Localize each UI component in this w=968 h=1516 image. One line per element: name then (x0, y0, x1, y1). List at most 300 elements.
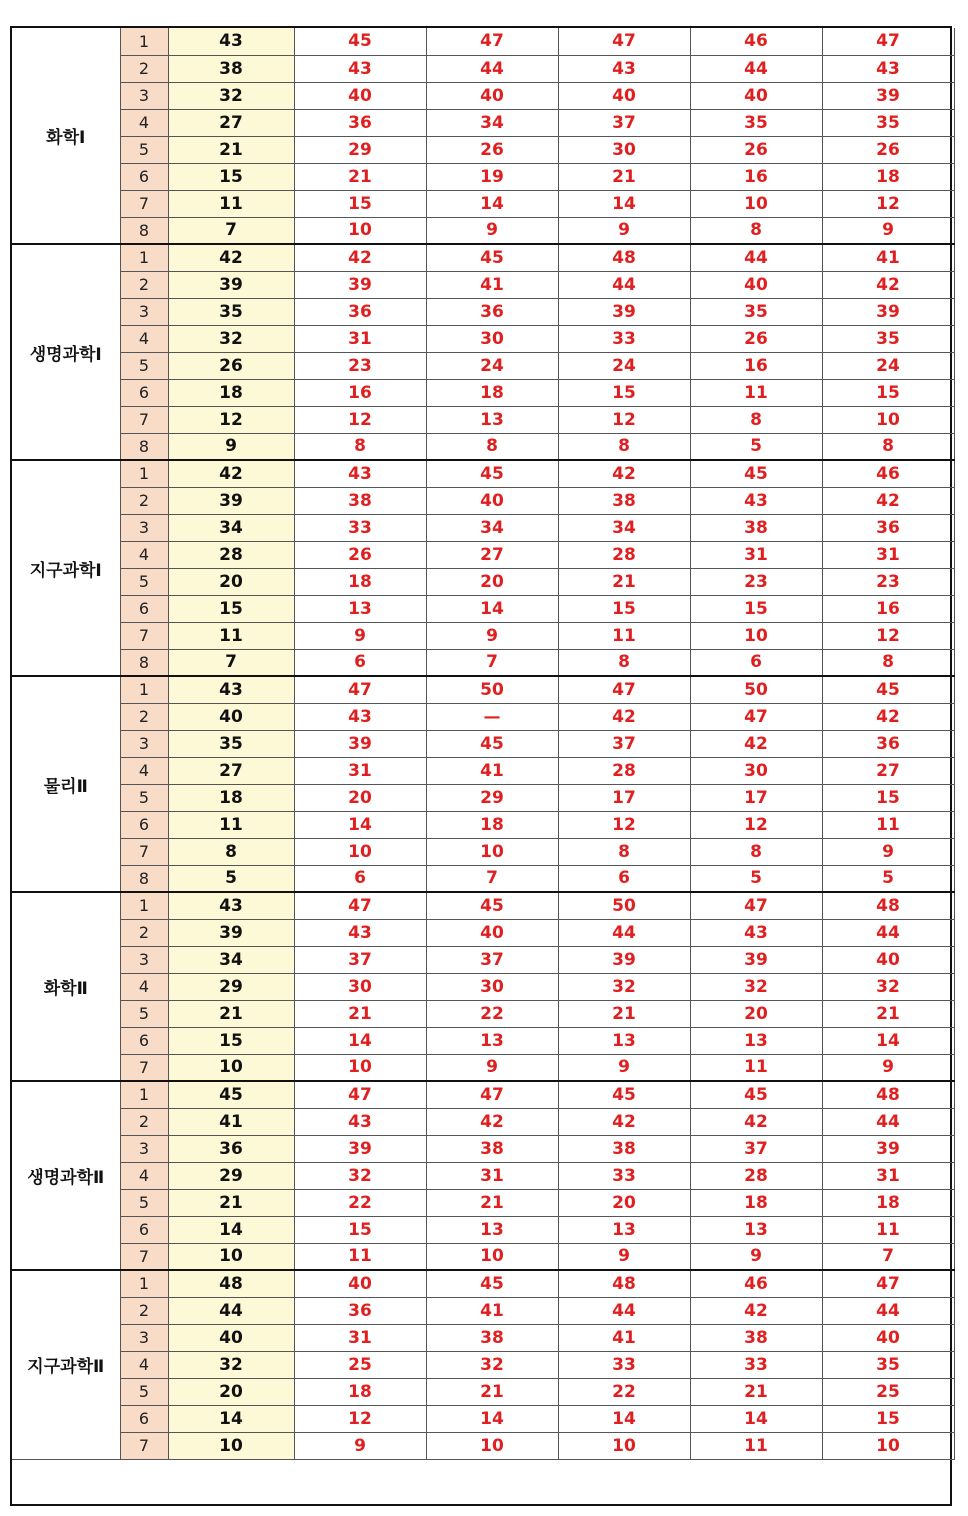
value-cell: 7 (426, 865, 558, 892)
grade-cell: 5 (120, 784, 168, 811)
value-cell: 29 (294, 136, 426, 163)
table-row (12, 1243, 954, 1270)
value-cell: 40 (690, 271, 822, 298)
cutoff-cell: 35 (168, 730, 294, 757)
cutoff-cell: 41 (168, 1108, 294, 1135)
grade-cell: 5 (120, 1189, 168, 1216)
value-cell: 10 (294, 838, 426, 865)
table-row (12, 838, 954, 865)
grade-cell: 2 (120, 703, 168, 730)
table-row (12, 1189, 954, 1216)
value-cell: 9 (426, 1054, 558, 1081)
value-cell: 24 (558, 352, 690, 379)
value-cell: 13 (558, 1216, 690, 1243)
cutoff-cell: 10 (168, 1432, 294, 1459)
value-cell: 21 (822, 1000, 954, 1027)
grade-cell: 2 (120, 487, 168, 514)
value-cell: 47 (294, 892, 426, 919)
value-cell: 11 (690, 1432, 822, 1459)
cutoff-cell: 7 (168, 649, 294, 676)
value-cell: 48 (558, 244, 690, 271)
value-cell: 47 (294, 1081, 426, 1108)
table-row (12, 352, 954, 379)
value-cell: 5 (690, 865, 822, 892)
cutoff-cell: 40 (168, 1324, 294, 1351)
value-cell: 13 (294, 595, 426, 622)
grade-cell: 3 (120, 1135, 168, 1162)
value-cell: 15 (822, 379, 954, 406)
table-row (12, 1162, 954, 1189)
cutoff-cell: 34 (168, 946, 294, 973)
value-cell: 26 (690, 136, 822, 163)
grade-cell: 7 (120, 622, 168, 649)
value-cell: 39 (822, 1135, 954, 1162)
value-cell: 32 (558, 973, 690, 1000)
value-cell: 41 (426, 1297, 558, 1324)
value-cell: 20 (690, 1000, 822, 1027)
grade-cell: 6 (120, 595, 168, 622)
value-cell: 18 (690, 1189, 822, 1216)
value-cell: 42 (558, 460, 690, 487)
grade-cell: 5 (120, 568, 168, 595)
value-cell: 44 (558, 1297, 690, 1324)
value-cell: 12 (558, 406, 690, 433)
value-cell: 44 (690, 244, 822, 271)
table-row (12, 55, 954, 82)
value-cell: 47 (426, 28, 558, 55)
table-row (12, 217, 954, 244)
value-cell: 45 (822, 676, 954, 703)
value-cell: 15 (558, 379, 690, 406)
value-cell: 38 (690, 1324, 822, 1351)
value-cell: 43 (294, 703, 426, 730)
value-cell: 14 (294, 1027, 426, 1054)
value-cell: 14 (690, 1405, 822, 1432)
grade-cell: 3 (120, 946, 168, 973)
value-cell: 7 (426, 649, 558, 676)
subject-label: 화학Ⅰ (12, 28, 120, 244)
grade-cell: 4 (120, 325, 168, 352)
table-row (12, 271, 954, 298)
value-cell: 13 (690, 1216, 822, 1243)
value-cell: 33 (558, 1162, 690, 1189)
cutoff-cell: 42 (168, 244, 294, 271)
cutoff-cell: 12 (168, 406, 294, 433)
table-row (12, 622, 954, 649)
value-cell: 23 (294, 352, 426, 379)
grade-cell: 7 (120, 406, 168, 433)
table-row (12, 784, 954, 811)
value-cell: 43 (690, 487, 822, 514)
value-cell: 9 (558, 1243, 690, 1270)
table-row (12, 1405, 954, 1432)
value-cell: 42 (294, 244, 426, 271)
value-cell: 39 (558, 946, 690, 973)
value-cell: 39 (558, 298, 690, 325)
cutoff-cell: 43 (168, 676, 294, 703)
value-cell: 9 (558, 217, 690, 244)
value-cell: 45 (426, 460, 558, 487)
value-cell: 42 (690, 730, 822, 757)
value-cell: 32 (294, 1162, 426, 1189)
value-cell: 38 (426, 1135, 558, 1162)
table-row (12, 1027, 954, 1054)
value-cell: 21 (294, 1000, 426, 1027)
value-cell: 30 (426, 325, 558, 352)
grade-cell: 1 (120, 28, 168, 55)
grade-cell: 8 (120, 217, 168, 244)
value-cell: 9 (822, 217, 954, 244)
grade-cell: 2 (120, 1297, 168, 1324)
value-cell: 13 (690, 1027, 822, 1054)
value-cell: 9 (294, 622, 426, 649)
value-cell: 11 (822, 1216, 954, 1243)
grade-cell: 1 (120, 1270, 168, 1297)
grade-cell: 7 (120, 1432, 168, 1459)
grade-cell: 4 (120, 109, 168, 136)
cutoff-cell: 21 (168, 1000, 294, 1027)
grade-cell: 4 (120, 1351, 168, 1378)
table-row (12, 973, 954, 1000)
value-cell: 41 (822, 244, 954, 271)
subject-label: 지구과학Ⅰ (12, 460, 120, 676)
value-cell: 37 (690, 1135, 822, 1162)
value-cell: 44 (822, 919, 954, 946)
value-cell: 10 (822, 406, 954, 433)
value-cell: 7 (822, 1243, 954, 1270)
table-row (12, 82, 954, 109)
table-row (12, 1216, 954, 1243)
value-cell: 18 (822, 1189, 954, 1216)
value-cell: 10 (558, 1432, 690, 1459)
cutoff-cell: 42 (168, 460, 294, 487)
table-row (12, 865, 954, 892)
value-cell: 31 (822, 1162, 954, 1189)
value-cell: 24 (822, 352, 954, 379)
value-cell: 38 (558, 1135, 690, 1162)
cutoff-cell: 18 (168, 784, 294, 811)
value-cell: 12 (294, 1405, 426, 1432)
value-cell: 9 (426, 622, 558, 649)
cutoff-cell: 21 (168, 136, 294, 163)
value-cell: 31 (294, 757, 426, 784)
cutoff-cell: 32 (168, 1351, 294, 1378)
value-cell: 14 (426, 1405, 558, 1432)
grade-cell: 2 (120, 1108, 168, 1135)
cutoff-cell: 43 (168, 28, 294, 55)
value-cell: 43 (558, 55, 690, 82)
value-cell: 13 (426, 1027, 558, 1054)
value-cell: 11 (822, 811, 954, 838)
value-cell: 8 (690, 406, 822, 433)
value-cell: 31 (690, 541, 822, 568)
value-cell: 38 (294, 487, 426, 514)
table-row (12, 487, 954, 514)
cutoff-cell: 11 (168, 190, 294, 217)
value-cell: 29 (426, 784, 558, 811)
value-cell: 32 (426, 1351, 558, 1378)
value-cell: 47 (426, 1081, 558, 1108)
value-cell: 18 (426, 379, 558, 406)
subject-label: 지구과학Ⅱ (12, 1270, 120, 1459)
value-cell: 10 (426, 838, 558, 865)
cutoff-cell: 14 (168, 1216, 294, 1243)
value-cell: 47 (558, 676, 690, 703)
subject-label: 생명과학Ⅱ (12, 1081, 120, 1270)
grade-cell: 6 (120, 1216, 168, 1243)
value-cell: 35 (822, 325, 954, 352)
value-cell: 37 (558, 109, 690, 136)
value-cell: 9 (426, 217, 558, 244)
value-cell: 11 (690, 379, 822, 406)
value-cell: 47 (822, 28, 954, 55)
value-cell: 47 (294, 676, 426, 703)
table-row (12, 298, 954, 325)
value-cell: 10 (822, 1432, 954, 1459)
value-cell: 16 (690, 352, 822, 379)
value-cell: 40 (426, 919, 558, 946)
grade-cell: 3 (120, 730, 168, 757)
table-row (12, 109, 954, 136)
cutoff-cell: 27 (168, 109, 294, 136)
value-cell: 13 (426, 1216, 558, 1243)
cutoff-cell: 27 (168, 757, 294, 784)
table-row (12, 568, 954, 595)
value-cell: 14 (426, 595, 558, 622)
value-cell: 44 (822, 1108, 954, 1135)
value-cell: 10 (426, 1432, 558, 1459)
value-cell: 43 (294, 919, 426, 946)
subject-label: 물리Ⅱ (12, 676, 120, 892)
value-cell: 36 (426, 298, 558, 325)
value-cell: 23 (690, 568, 822, 595)
value-cell: 45 (426, 244, 558, 271)
value-cell: 30 (558, 136, 690, 163)
table-row (12, 1378, 954, 1405)
value-cell: 35 (690, 109, 822, 136)
value-cell: 45 (690, 460, 822, 487)
cutoff-cell: 39 (168, 919, 294, 946)
grade-cell: 2 (120, 919, 168, 946)
cutoff-cell: 21 (168, 1189, 294, 1216)
table-row (12, 1054, 954, 1081)
grade-cell: 1 (120, 244, 168, 271)
value-cell: 35 (822, 109, 954, 136)
value-cell: — (426, 703, 558, 730)
value-cell: 37 (294, 946, 426, 973)
value-cell: 10 (426, 1243, 558, 1270)
value-cell: 45 (426, 892, 558, 919)
value-cell: 9 (558, 1054, 690, 1081)
grade-cell: 4 (120, 973, 168, 1000)
cutoff-cell: 15 (168, 1027, 294, 1054)
table-row (12, 1108, 954, 1135)
table-row (12, 136, 954, 163)
value-cell: 46 (690, 1270, 822, 1297)
value-cell: 30 (690, 757, 822, 784)
value-cell: 47 (690, 892, 822, 919)
grade-cell: 4 (120, 541, 168, 568)
value-cell: 38 (426, 1324, 558, 1351)
value-cell: 39 (294, 1135, 426, 1162)
grade-cell: 1 (120, 1081, 168, 1108)
grade-cell: 1 (120, 892, 168, 919)
table-row (12, 433, 954, 460)
value-cell: 38 (690, 514, 822, 541)
cutoff-cell: 32 (168, 325, 294, 352)
value-cell: 6 (294, 649, 426, 676)
value-cell: 17 (558, 784, 690, 811)
value-cell: 22 (426, 1000, 558, 1027)
cutoff-cell: 10 (168, 1054, 294, 1081)
cutoff-cell: 36 (168, 1135, 294, 1162)
value-cell: 25 (822, 1378, 954, 1405)
value-cell: 50 (426, 676, 558, 703)
grade-cell: 4 (120, 1162, 168, 1189)
value-cell: 44 (822, 1297, 954, 1324)
cutoff-cell: 39 (168, 487, 294, 514)
value-cell: 42 (690, 1108, 822, 1135)
cutoff-cell: 26 (168, 352, 294, 379)
value-cell: 28 (558, 757, 690, 784)
value-cell: 48 (822, 892, 954, 919)
cutoff-cell: 20 (168, 568, 294, 595)
value-cell: 28 (690, 1162, 822, 1189)
subject-label: 화학Ⅱ (12, 892, 120, 1081)
value-cell: 20 (294, 784, 426, 811)
value-cell: 41 (426, 757, 558, 784)
value-cell: 13 (558, 1027, 690, 1054)
value-cell: 8 (822, 433, 954, 460)
value-cell: 9 (822, 1054, 954, 1081)
cutoff-cell: 48 (168, 1270, 294, 1297)
value-cell: 38 (558, 487, 690, 514)
value-cell: 42 (558, 703, 690, 730)
grade-cell: 1 (120, 460, 168, 487)
cutoff-cell: 43 (168, 892, 294, 919)
value-cell: 43 (294, 55, 426, 82)
value-cell: 44 (558, 271, 690, 298)
grade-cell: 5 (120, 136, 168, 163)
value-cell: 23 (822, 568, 954, 595)
grade-cell: 3 (120, 82, 168, 109)
cutoff-cell: 28 (168, 541, 294, 568)
cutoff-cell: 29 (168, 973, 294, 1000)
table-row (12, 811, 954, 838)
value-cell: 31 (294, 325, 426, 352)
value-cell: 21 (294, 163, 426, 190)
value-cell: 5 (822, 865, 954, 892)
subject-label: 생명과학Ⅰ (12, 244, 120, 460)
value-cell: 14 (822, 1027, 954, 1054)
value-cell: 34 (426, 109, 558, 136)
value-cell: 9 (294, 1432, 426, 1459)
value-cell: 14 (558, 190, 690, 217)
grade-cell: 3 (120, 514, 168, 541)
value-cell: 15 (822, 784, 954, 811)
value-cell: 39 (822, 82, 954, 109)
value-cell: 20 (558, 1189, 690, 1216)
table-row (12, 190, 954, 217)
cutoff-cell: 11 (168, 622, 294, 649)
value-cell: 31 (294, 1324, 426, 1351)
value-cell: 47 (822, 1270, 954, 1297)
grade-cell: 3 (120, 1324, 168, 1351)
value-cell: 50 (690, 676, 822, 703)
cutoff-cell: 7 (168, 217, 294, 244)
value-cell: 33 (690, 1351, 822, 1378)
cutoff-cell: 29 (168, 1162, 294, 1189)
value-cell: 14 (558, 1405, 690, 1432)
value-cell: 44 (558, 919, 690, 946)
table-row (12, 1351, 954, 1378)
value-cell: 22 (558, 1378, 690, 1405)
value-cell: 21 (558, 163, 690, 190)
table-row (12, 1135, 954, 1162)
value-cell: 30 (294, 973, 426, 1000)
cutoff-cell: 32 (168, 82, 294, 109)
value-cell: 15 (294, 1216, 426, 1243)
value-cell: 9 (690, 1243, 822, 1270)
cutoff-cell: 34 (168, 514, 294, 541)
value-cell: 33 (558, 1351, 690, 1378)
value-cell: 41 (558, 1324, 690, 1351)
value-cell: 44 (690, 55, 822, 82)
value-cell: 26 (822, 136, 954, 163)
value-cell: 31 (822, 541, 954, 568)
table-row (12, 1270, 954, 1297)
value-cell: 31 (426, 1162, 558, 1189)
value-cell: 9 (822, 838, 954, 865)
value-cell: 20 (426, 568, 558, 595)
value-cell: 13 (426, 406, 558, 433)
value-cell: 45 (558, 1081, 690, 1108)
value-cell: 12 (294, 406, 426, 433)
value-cell: 43 (690, 919, 822, 946)
value-cell: 41 (426, 271, 558, 298)
value-cell: 26 (426, 136, 558, 163)
table-row (12, 163, 954, 190)
grade-cell: 6 (120, 1027, 168, 1054)
value-cell: 39 (294, 730, 426, 757)
value-cell: 10 (294, 1054, 426, 1081)
table-row (12, 406, 954, 433)
value-cell: 15 (822, 1405, 954, 1432)
value-cell: 35 (690, 298, 822, 325)
value-cell: 8 (558, 838, 690, 865)
value-cell: 16 (822, 595, 954, 622)
value-cell: 34 (558, 514, 690, 541)
value-cell: 19 (426, 163, 558, 190)
value-cell: 39 (822, 298, 954, 325)
value-cell: 8 (690, 838, 822, 865)
value-cell: 6 (558, 865, 690, 892)
value-cell: 11 (690, 1054, 822, 1081)
value-cell: 11 (558, 622, 690, 649)
grade-cell: 2 (120, 271, 168, 298)
value-cell: 42 (558, 1108, 690, 1135)
table-row (12, 1297, 954, 1324)
value-cell: 35 (822, 1351, 954, 1378)
value-cell: 43 (294, 1108, 426, 1135)
table-row (12, 919, 954, 946)
value-cell: 8 (558, 433, 690, 460)
cutoff-cell: 9 (168, 433, 294, 460)
table-row (12, 541, 954, 568)
grade-cell: 6 (120, 379, 168, 406)
grade-cell: 3 (120, 298, 168, 325)
value-cell: 8 (690, 217, 822, 244)
